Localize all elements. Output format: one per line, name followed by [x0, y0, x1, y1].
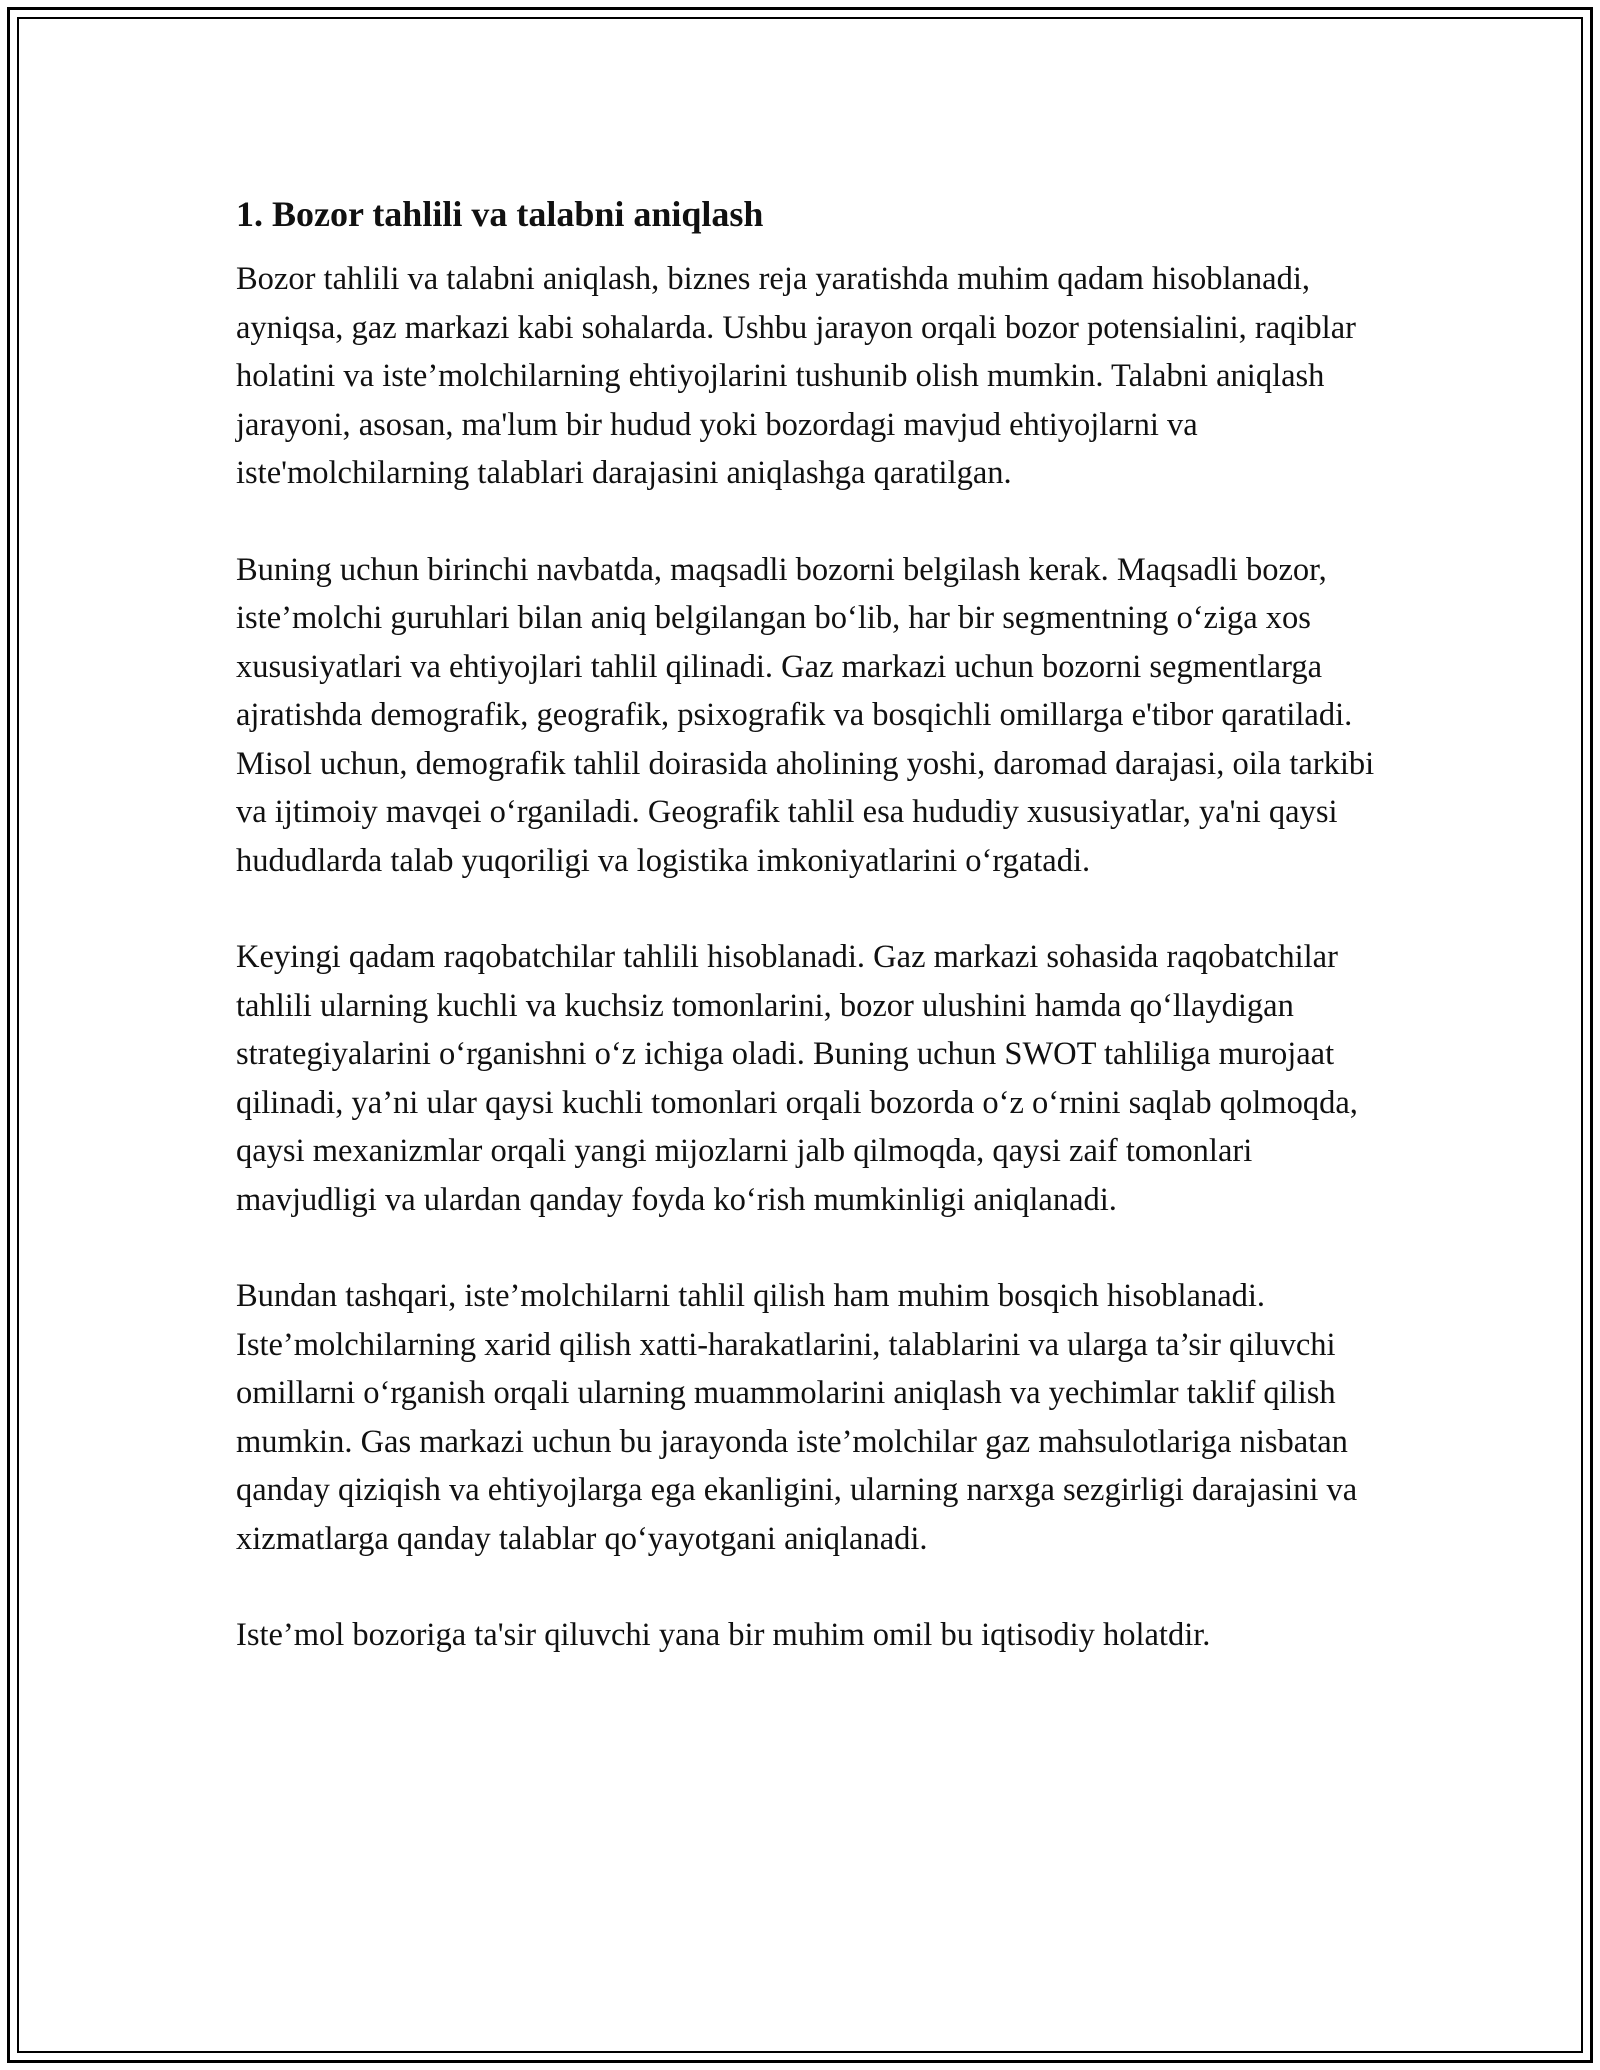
paragraph-market-analysis: Bozor tahlili va talabni aniqlash, biznes reja yaratishda muhim qadam hisoblanadi, ayniqsa, gaz markazi kabi sohalarda. Ushbu jarayon orqali bozor potensialini, raqiblar holatini va iste’molchilarning ehtiyojlarini tushunib olish mumkin. Talabni aniqlash jarayoni, asosan, ma'lum bir hudud yoki bozordagi mavjud ehtiyojlarni va iste'molchilarning talablari darajasini aniqlashga qaratilgan.	[236, 261, 1356, 491]
document-body	[236, 185, 1376, 1708]
paragraph-consumer-analysis: Bundan tashqari, iste’molchilarni tahlil qilish ham muhim bosqich hisoblanadi. Iste’molchilarning xarid qilish xatti-harakatlarini, talablarini va ularga ta’sir qiluvchi omillarni o‘rganish orqali ularning muammolarini aniqlash va yechimlar taklif qilish mumkin. Gas markazi uchun bu jarayonda iste’molchilar gaz mahsulotlariga nisbatan qanday qiziqish va ehtiyojlarga ega ekanligini, ularning narxga sezgirligi darajasini va xizmatlarga qanday talablar qo‘yayotgani aniqlanadi.	[236, 1278, 1358, 1557]
paragraph-competitor-analysis: Keyingi qadam raqobatchilar tahlili hisoblanadi. Gaz markazi sohasida raqobatchilar tahlili ularning kuchli va kuchsiz tomonlarini, bozor ulushini hamda qo‘llaydigan strategiyalarini o‘rganishni o‘z ichiga oladi. Buning uchun SWOT tahliliga murojaat qilinadi, ya’ni ular qaysi kuchli tomonlari orqali bozorda o‘z o‘rnini saqlab qolmoqda, qaysi mexanizmlar orqali yangi mijozlarni jalb qilmoqda, qaysi zaif tomonlari mavjudligi va ulardan qanday foyda ko‘rish mumkinligi aniqlanadi.	[236, 939, 1358, 1218]
section-heading: 1. Bozor tahlili va talabni aniqlash	[236, 194, 764, 234]
paragraph-target-market: Buning uchun birinchi navbatda, maqsadli bozorni belgilash kerak. Maqsadli bozor, iste’molchi guruhlari bilan aniq belgilangan bo‘lib, har bir segmentning o‘ziga xos xususiyatlari va ehtiyojlari tahlil qilinadi. Gaz markazi uchun bozorni segmentlarga ajratishda demografik, geografik, psixografik va bosqichli omillarga e'tibor qaratiladi. Misol uchun, demografik tahlil doirasida aholining yoshi, daromad darajasi, oila tarkibi va ijtimoiy mavqei o‘rganiladi. Geografik tahlil esa hududiy xususiyatlar, ya'ni qaysi hududlarda talab yuqoriligi va logistika imkoniyatlarini o‘rgatadi.	[236, 551, 1375, 879]
paragraph-economic-factor: Iste’mol bozoriga ta'sir qiluvchi yana bir muhim omil bu iqtisodiy holatdir.	[236, 1617, 1211, 1653]
